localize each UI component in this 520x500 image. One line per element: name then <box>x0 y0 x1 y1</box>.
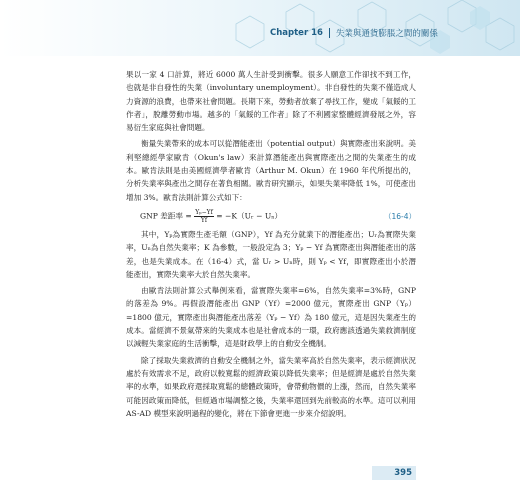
paragraph-3: 其中，Yₚ為實際生產毛額（GNP），Yf 為充分就業下的潛能產出；Uᵣ為實際失業率，Uₙ為自然失業率；K 為參數，一般設定為 3；Yₚ − Yf 為實際產出與潛能產出的落差，也是失業成本。在（16-4）式，當 Uᵣ > Uₙ時，則 Yₚ < Yf，即實際產出小於潛能產出，實際失業率大於自然失業率。 <box>126 229 416 279</box>
okun-formula <box>126 207 416 228</box>
formula-fraction <box>194 209 214 224</box>
paragraph-5: 除了採取失業救濟的自動安全機制之外，當失業率高於自然失業率，表示經濟狀況處於有效需求不足，政府以較寬鬆的經濟政策以降低失業率；但是經濟是處於自然失業率的水準，如果政府還採取寬鬆的總體政策時，會帶動物價的上漲，然而，自然失業率可能因政策而降低，但經過市場調整之後，失業率還回到先前較高的水準。這可以利用 AS-AD 模型來說明過程的變化，將在下節會更進一步來介紹說明。 <box>126 355 416 418</box>
hexagon-pattern-decoration <box>0 0 520 56</box>
chapter-heading <box>270 24 438 42</box>
chapter-number: Chapter 16 <box>270 28 323 38</box>
paragraph-1: 果以一家 4 口計算，將近 6000 萬人生計受到衝擊。很多人願意工作卻找不到工作，也就是非自發性的失業（involuntary unemployment）。非自發性的失業不僅造成人力資源的浪費，也帶來社會問題。長期下來，勞動者放棄了尋找工作，變成「氣餒的工作者」，脫離勞動市場。越多的「氣餒的工作者」除了不利國家整體經濟發展之外，容易衍生家庭與社會問題。 <box>126 70 416 133</box>
equation-number: （16-4） <box>383 211 416 221</box>
formula-body <box>140 209 282 224</box>
formula-denominator: Yf <box>200 216 208 224</box>
page-number: 395 <box>372 466 416 480</box>
formula-lhs: GNP 差距率 = <box>140 211 192 221</box>
paragraph-4: 由歐肯法則計算公式舉例來看，當實際失業率=6%，自然失業率=3%時，GNP 的落差為 9%。再假設潛能產出 GNP（Yf）=2000 億元，實際產出 GNP（Yₚ）=1800 億元，實際產出與潛能產出落差（Yₚ − Yf）為 180 億元，這是因失業產生的成本。當經濟不景氣帶來的失業成本也是社會成本的一環，政府應該透過失業救濟制度以減輕失業家庭的生活衝擊，這是財政學上的自動安全機制。 <box>126 286 416 349</box>
body-text <box>126 68 416 423</box>
paragraph-2: 衡量失業帶來的成本可以從潛能產出（potential output）與實際產出來說明。美利堅總經學家歐肯（Okun's law）來計算潛能產出與實際產出之間的失業產生的成本。歐肯法則是由美國經濟學者歐肯（Arthur M. Okun）在 1960 年代所提出的，分析失業率與產出之間存在著負相關。歐肯研究顯示，如果失業率降低 1%，可使產出增加 3%。歐肯法則計算公式如下： <box>126 139 416 202</box>
chapter-title: 失業與通貨膨脹之間的關係 <box>335 29 438 39</box>
formula-numerator: Yₚ−Yf <box>195 208 213 216</box>
page-header <box>0 0 520 56</box>
formula-rhs: = −K（Uᵣ − Uₙ） <box>216 211 283 221</box>
chapter-divider <box>329 28 330 38</box>
